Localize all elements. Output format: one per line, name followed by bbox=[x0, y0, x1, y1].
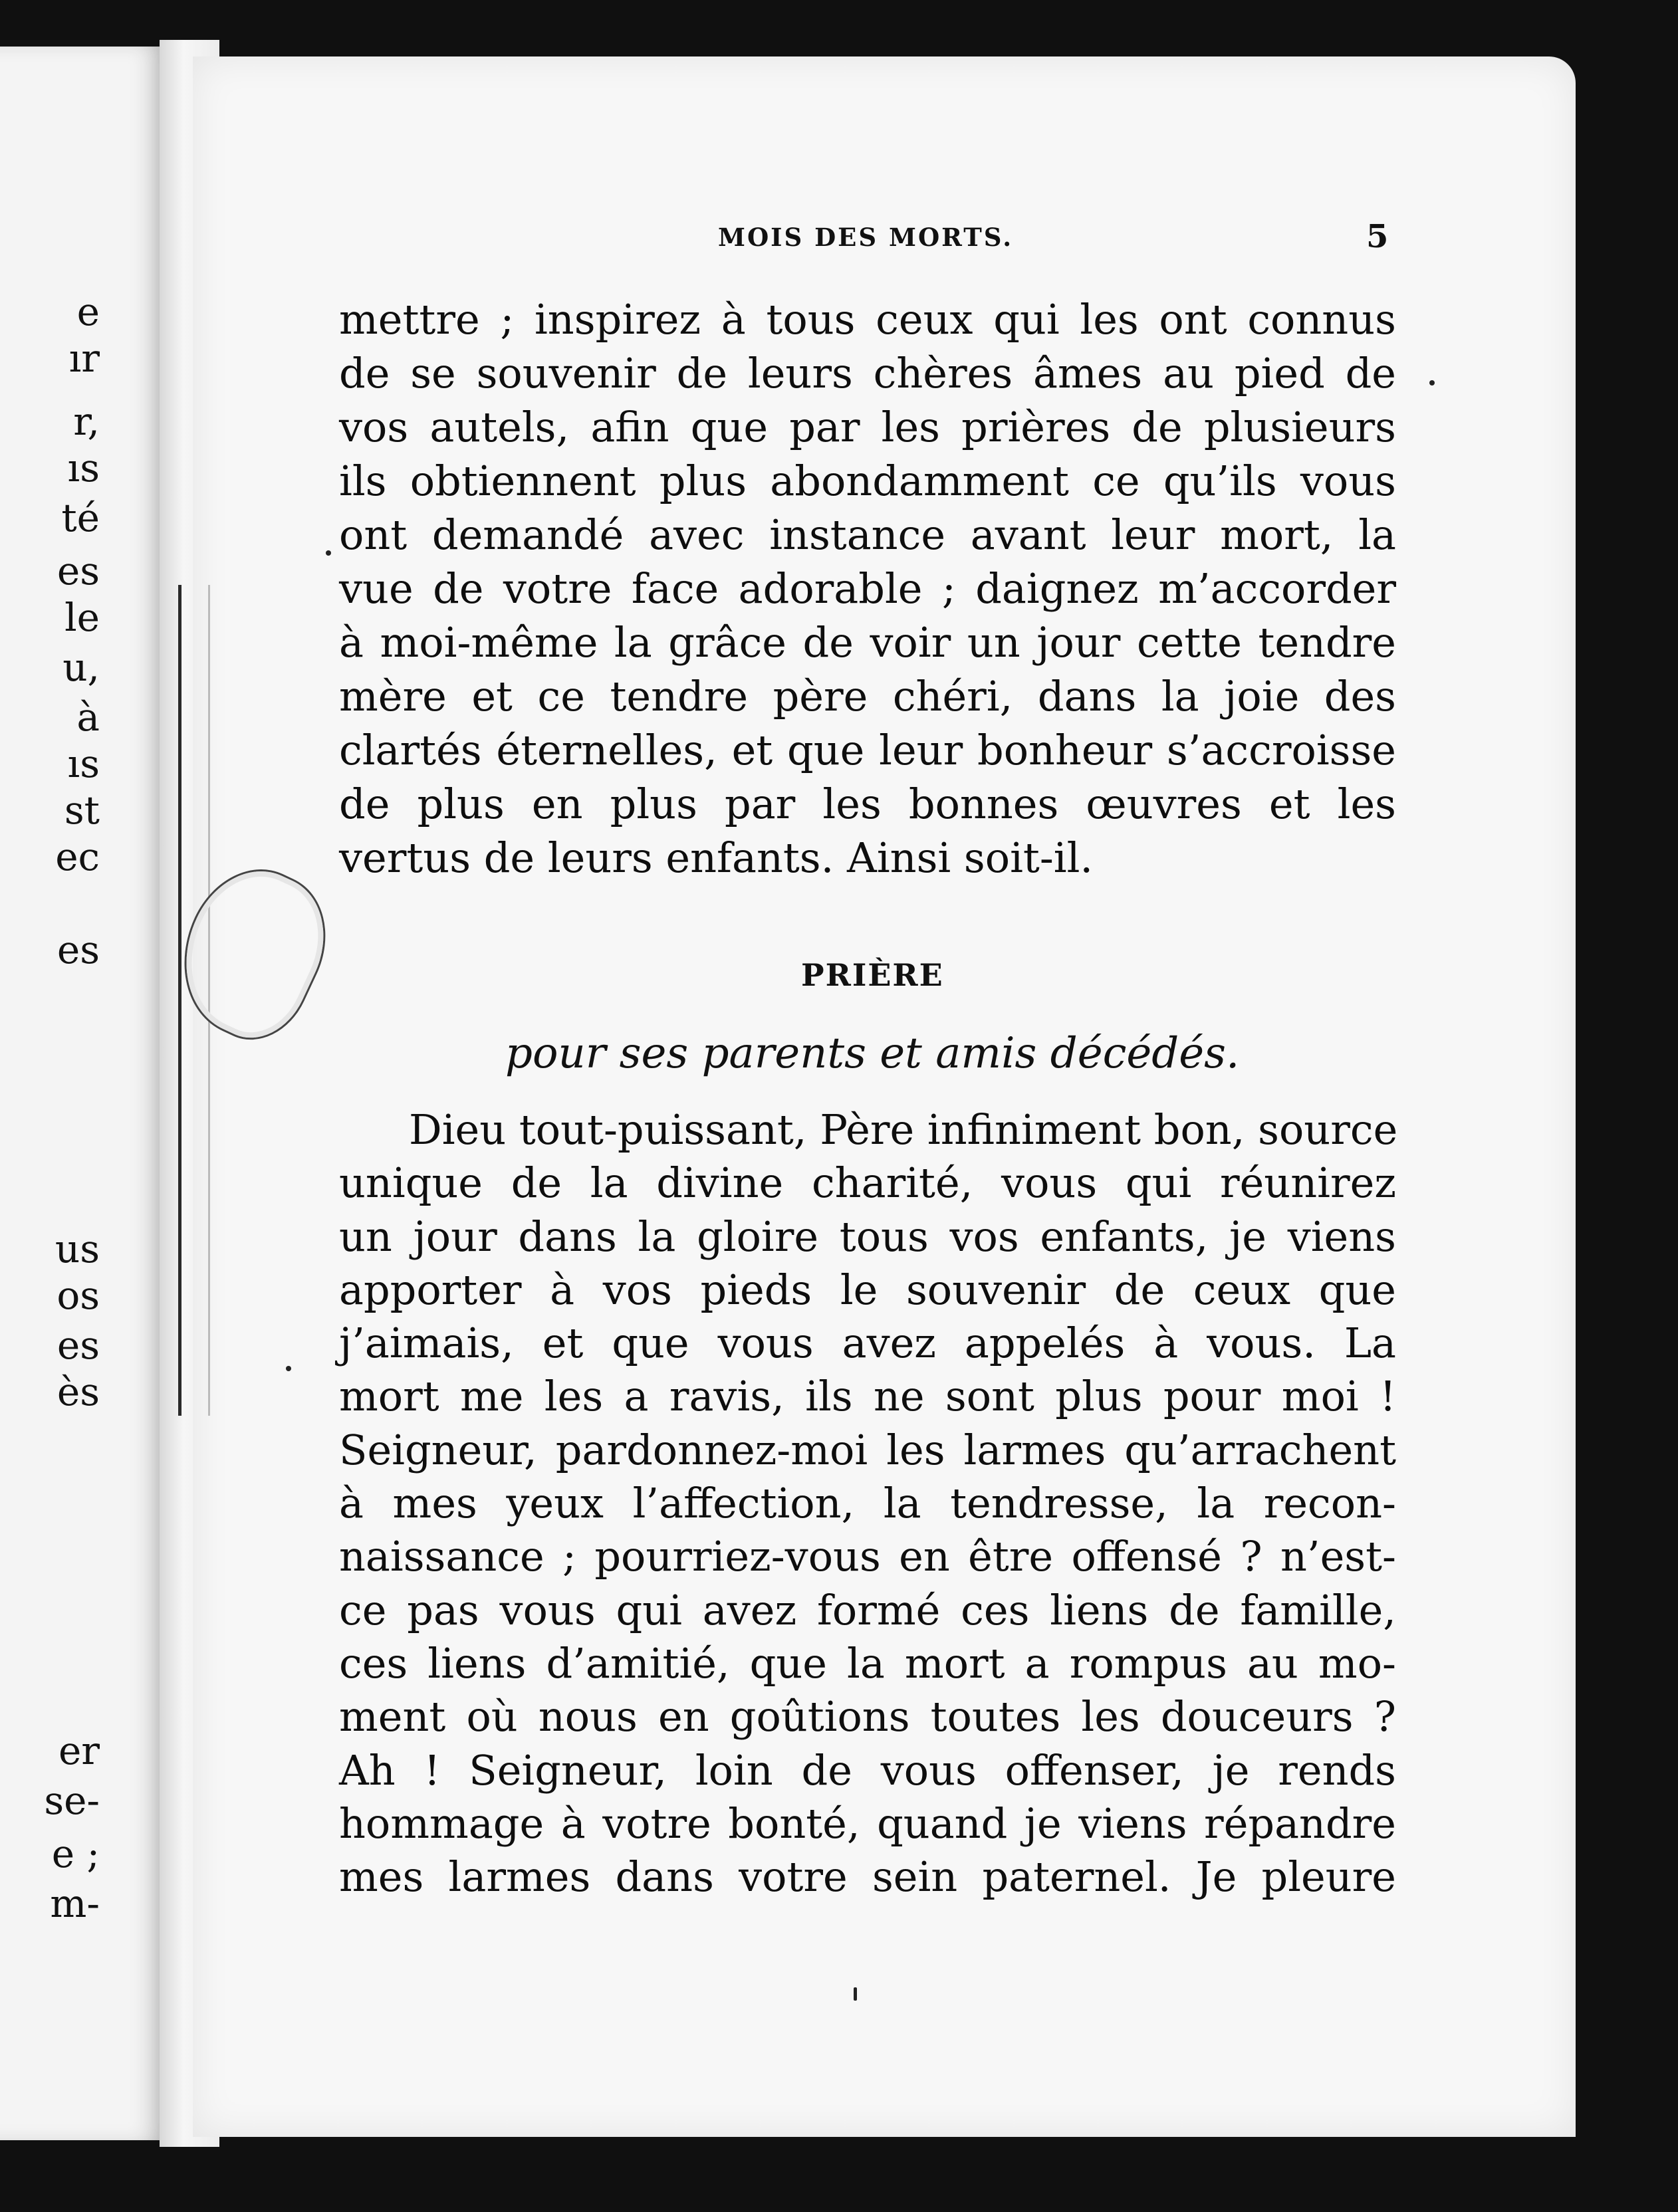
text-line: clartés éternelles, et que leur bonheur s’accroisse bbox=[339, 726, 1396, 774]
page-number: 5 bbox=[1366, 218, 1389, 255]
text-line: ont demandé avec instance avant leur mort, la bbox=[339, 510, 1396, 559]
text-line: unique de la divine charité, vous qui réunirez bbox=[339, 1159, 1396, 1208]
text-line: de se souvenir de leurs chères âmes au pied de bbox=[339, 349, 1396, 397]
left-fragment: ès bbox=[57, 1369, 100, 1414]
text-line: mort me les a ravis, ils ne sont plus pour moi ! bbox=[339, 1372, 1396, 1421]
text-line: mes larmes dans votre sein paternel. Je pleure bbox=[339, 1852, 1396, 1902]
left-page-edge bbox=[0, 47, 166, 2140]
left-fragment: ec bbox=[55, 834, 100, 879]
text-line: vos autels, afin que par les prières de plusieurs bbox=[339, 403, 1396, 451]
left-fragment: se- bbox=[44, 1778, 100, 1823]
left-fragment: es bbox=[57, 1323, 100, 1368]
left-fragment: u, bbox=[62, 645, 100, 690]
text-line: Ah ! Seigneur, loin de vous offenser, je rends bbox=[339, 1745, 1396, 1795]
text-line: vue de votre face adorable ; daignez m’accorder bbox=[339, 564, 1396, 613]
prayer-title: PRIÈRE bbox=[801, 957, 944, 993]
text-line: mettre ; inspirez à tous ceux qui les ont connus bbox=[339, 295, 1396, 344]
left-fragment: le bbox=[64, 595, 100, 640]
text-line: Seigneur, pardonnez-moi les larmes qu’arrachent bbox=[339, 1425, 1396, 1474]
text-line: à moi-même la grâce de voir un jour cette tendre bbox=[339, 618, 1396, 667]
text-line: ils obtiennent plus abondamment ce qu’ils vous bbox=[339, 457, 1396, 505]
left-fragment: es bbox=[57, 548, 100, 594]
left-fragment: e bbox=[76, 289, 100, 334]
left-fragment: té bbox=[61, 495, 100, 540]
left-fragment: es bbox=[57, 927, 100, 972]
left-fragment: os bbox=[57, 1273, 100, 1318]
left-fragment: us bbox=[55, 1226, 100, 1272]
left-fragment: ıs bbox=[67, 445, 100, 491]
text-line: vertus de leurs enfants. Ainsi soit-il. bbox=[339, 833, 1094, 882]
prayer-paragraph bbox=[339, 1103, 1396, 1904]
left-fragment: à bbox=[76, 695, 100, 740]
print-speck bbox=[286, 1366, 291, 1371]
text-line: mère et ce tendre père chéri, dans la joie des bbox=[339, 672, 1396, 720]
print-speck bbox=[326, 550, 331, 556]
left-fragment: st bbox=[64, 788, 100, 833]
left-fragment: ır bbox=[68, 336, 100, 381]
left-fragment: m- bbox=[50, 1881, 100, 1926]
text-line: ce pas vous qui avez formé ces liens de famille, bbox=[339, 1585, 1396, 1634]
text-line: ment où nous en goûtions toutes les douceurs ? bbox=[339, 1692, 1396, 1741]
text-line: à mes yeux l’affection, la tendresse, la recon- bbox=[339, 1479, 1396, 1528]
print-speck bbox=[1429, 380, 1435, 386]
text-line: hommage à votre bonté, quand je viens répandre bbox=[339, 1799, 1396, 1848]
text-line: apporter à vos pieds le souvenir de ceux que bbox=[339, 1265, 1396, 1314]
paragraph-continued bbox=[339, 292, 1396, 885]
text-line: de plus en plus par les bonnes œuvres et les bbox=[339, 780, 1396, 828]
left-fragment: e ; bbox=[51, 1831, 100, 1876]
text-line: j’aimais, et que vous avez appelés à vous. La bbox=[339, 1319, 1396, 1368]
text-line: un jour dans la gloire tous vos enfants, je viens bbox=[339, 1212, 1396, 1261]
prayer-subtitle: pour ses parents et amis décédés. bbox=[505, 1029, 1240, 1078]
left-fragment: r, bbox=[73, 399, 100, 444]
print-speck bbox=[854, 1987, 857, 2001]
left-fragment: ıs bbox=[67, 741, 100, 786]
running-head: MOIS DES MORTS. bbox=[718, 223, 1014, 252]
text-line: naissance ; pourriez-vous en être offensé ? n’est- bbox=[339, 1532, 1396, 1581]
left-fragment: er bbox=[58, 1728, 100, 1773]
text-line: ces liens d’amitié, que la mort a rompus au mo- bbox=[339, 1638, 1396, 1688]
text-line: Dieu tout-puissant, Père infiniment bon, source bbox=[409, 1105, 1398, 1154]
